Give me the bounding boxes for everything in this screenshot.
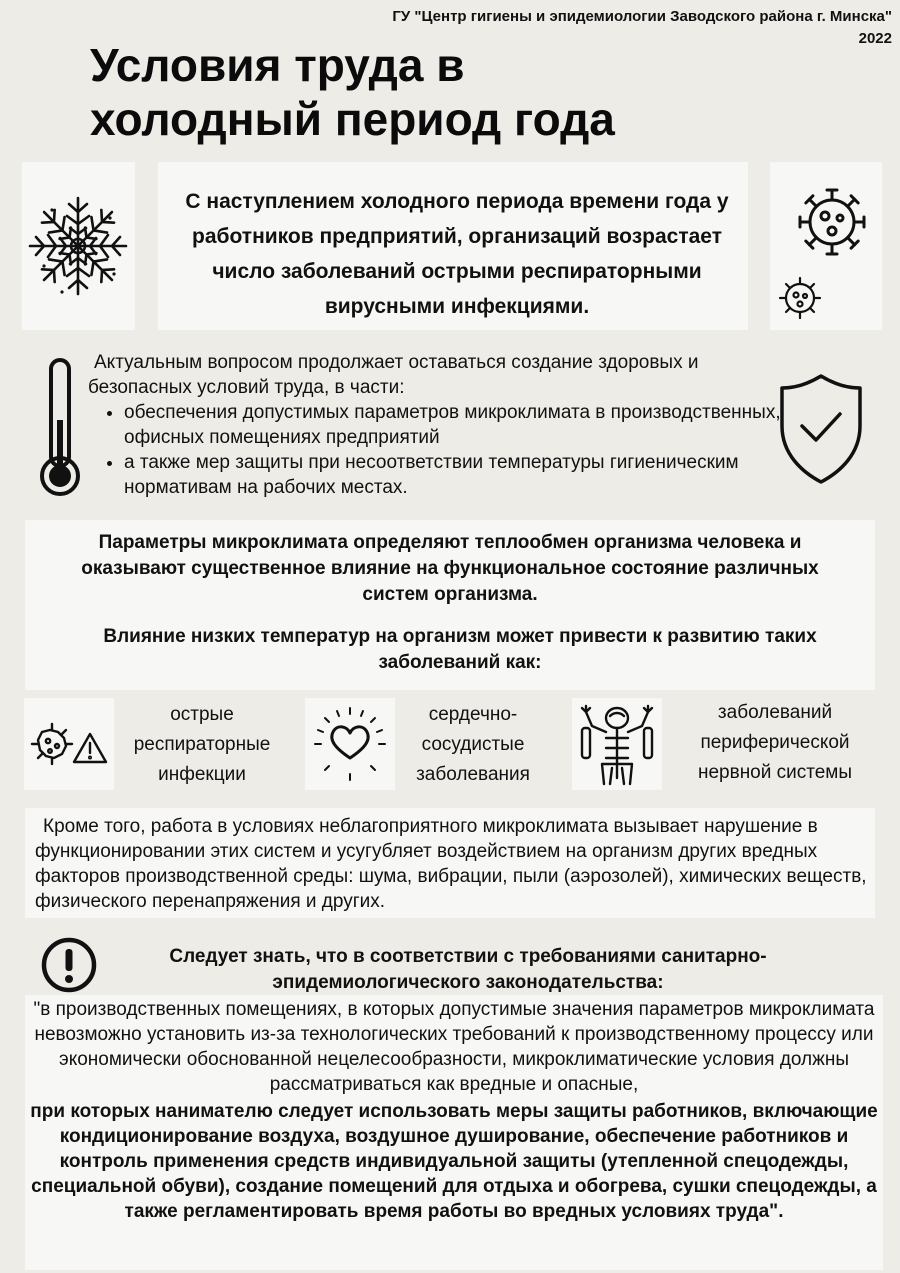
extra-info-card bbox=[25, 808, 875, 918]
disease-label-line: заболевания bbox=[416, 764, 530, 785]
microclimate-text: Параметры микроклимата определяют теплообмен организма человека и оказывают существенное влияние на функциональное состояние различных систем организма. bbox=[81, 532, 819, 605]
conditions-bullet: • а также мер защиты при несоответствии температуры гигиеническим нормативам на рабочих местах. bbox=[124, 450, 788, 500]
virus-warning-icon bbox=[24, 698, 114, 790]
shield-check-icon bbox=[776, 372, 866, 486]
conditions-list bbox=[88, 400, 788, 500]
disease-label-line: заболеваний bbox=[717, 702, 833, 723]
snowflake-card bbox=[22, 162, 135, 330]
quote-bold-text: при которых нанимателю следует использовать меры защиты работников, включающие кондиционирование воздуха, воздушное душирование, обеспечение работников и контроль применения средств индивидуальной защиты (утепленной спецодежды, специальной обуви), создание помещений для отдыха и обогрева, сушки спецодежды, а также регламентировать время работы во вредных условиях труда". bbox=[30, 1101, 878, 1222]
organization-name: ГУ "Центр гигиены и эпидемиологии Заводского района г. Минска" bbox=[392, 8, 892, 25]
snowflake-icon bbox=[22, 162, 135, 330]
warning-heading: Следует знать, что в соответствии с требованиями санитарно-эпидемиологического законодательства: bbox=[169, 946, 767, 993]
year: 2022 bbox=[858, 30, 892, 47]
conditions-lead: Актуальным вопросом продолжает оставаться создание здоровых и безопасных условий труда, в части: bbox=[88, 352, 699, 398]
thermometer-icon bbox=[30, 352, 90, 502]
intro-text: С наступлением холодного периода времени года у работников предприятий, организаций возрастает число заболеваний острыми респираторными вирусными инфекциями. bbox=[185, 190, 729, 318]
disease-label-respiratory bbox=[118, 700, 286, 790]
disease-label-line: инфекции bbox=[158, 764, 246, 785]
respiratory-icon-card bbox=[24, 698, 114, 790]
nervous-system-icon bbox=[572, 698, 662, 790]
disease-label-line: острые bbox=[170, 704, 234, 725]
disease-label-line: нервной системы bbox=[697, 762, 853, 783]
nervous-icon-card bbox=[572, 698, 662, 790]
disease-label-cardio bbox=[398, 700, 548, 790]
low-temperature-text: Влияние низких температур на организм может привести к развитию таких заболеваний как: bbox=[103, 626, 817, 673]
disease-label-line: сосудистые bbox=[421, 734, 525, 755]
virus-card bbox=[770, 162, 882, 330]
disease-label-line: респираторные bbox=[133, 734, 271, 755]
title-line-1: Условия труда в bbox=[90, 39, 465, 91]
conditions-section bbox=[88, 350, 788, 500]
disease-label-line: периферической bbox=[700, 732, 850, 753]
intro-card bbox=[158, 162, 748, 330]
exclamation-icon bbox=[40, 936, 98, 994]
extra-info-text: Кроме того, работа в условиях неблагоприятного микроклимата вызывает нарушение в функционировании этих систем и усугубляет воздействием на организм других вредных факторов производственной среды: шума, вибрации, пыли (аэрозолей), химических веществ, физического перенапряжения и других. bbox=[35, 816, 867, 912]
disease-label-nervous bbox=[680, 698, 870, 788]
heart-icon-card bbox=[305, 698, 395, 790]
title-line-2: холодный период года bbox=[90, 93, 615, 145]
page-title bbox=[90, 38, 710, 146]
regulation-quote-card bbox=[25, 995, 883, 1270]
microclimate-card bbox=[25, 520, 875, 690]
heart-icon bbox=[305, 698, 395, 790]
conditions-bullet: • обеспечения допустимых параметров микроклимата в производственных, офисных помещениях предприятий bbox=[124, 400, 788, 450]
disease-label-line: сердечно- bbox=[428, 704, 518, 725]
virus-icon bbox=[770, 162, 882, 330]
quote-regular-text: "в производственных помещениях, в которых допустимые значения параметров микроклимата невозможно установить из-за технологических требований к производственному процессу или экономически обоснованной нецелесообразности, микроклиматические условия должны рассматриваться как вредные и опасные, bbox=[33, 999, 875, 1095]
